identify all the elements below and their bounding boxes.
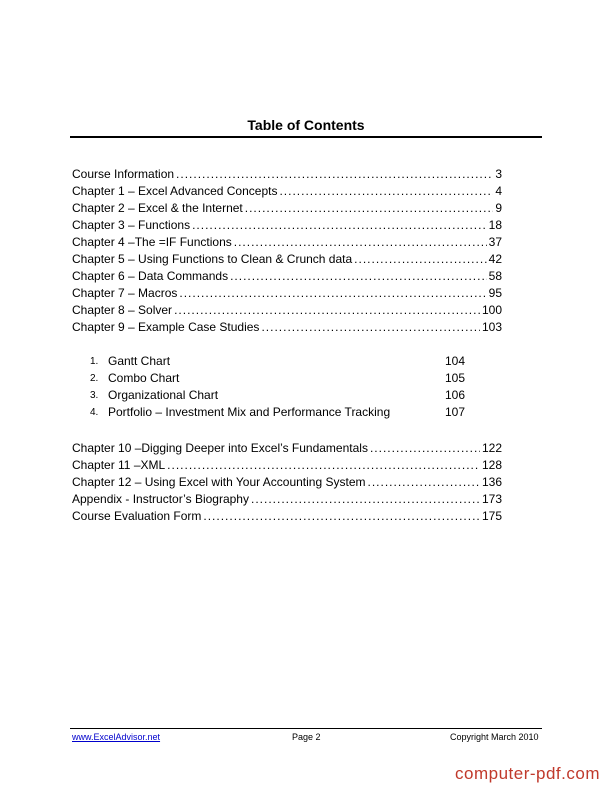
toc-entry-label: Appendix - Instructor’s Biography bbox=[72, 492, 249, 506]
toc-entry-label: Chapter 11 –XML bbox=[72, 458, 166, 472]
toc-entry[interactable] bbox=[72, 302, 502, 319]
case-study-label: Organizational Chart bbox=[108, 388, 219, 402]
leader-dots bbox=[279, 183, 493, 200]
leader-dots bbox=[167, 457, 480, 474]
leader-dots bbox=[251, 491, 480, 508]
toc-entry-label: Chapter 9 – Example Case Studies bbox=[72, 320, 260, 334]
toc-entry-label: Chapter 8 – Solver bbox=[72, 303, 173, 317]
toc-entry[interactable] bbox=[72, 183, 502, 200]
item-number: 3. bbox=[90, 390, 99, 401]
case-study-label: Portfolio – Investment Mix and Performance Tracking bbox=[108, 405, 391, 419]
page-number: Page 2 bbox=[292, 732, 321, 742]
toc-entry[interactable] bbox=[72, 166, 502, 183]
toc-entry-page: 122 bbox=[481, 441, 502, 455]
case-study-page: 104 bbox=[445, 354, 466, 368]
toc-entry-page: 3 bbox=[495, 167, 502, 181]
toc-entry-label: Chapter 3 – Functions bbox=[72, 218, 191, 232]
page-title: Table of Contents bbox=[247, 117, 365, 133]
toc-entry-page: 175 bbox=[481, 509, 502, 523]
toc-entry-page: 18 bbox=[488, 218, 502, 232]
website-link[interactable]: www.ExcelAdvisor.net bbox=[72, 732, 161, 742]
leader-dots bbox=[179, 285, 486, 302]
footer-rule bbox=[70, 728, 542, 729]
leader-dots bbox=[174, 302, 480, 319]
case-study-page: 105 bbox=[445, 371, 466, 385]
toc-entry-label: Course Information bbox=[72, 167, 175, 181]
leader-dots bbox=[192, 217, 487, 234]
leader-dots bbox=[368, 474, 480, 491]
case-study-list bbox=[72, 353, 482, 421]
copyright-text: Copyright March 2010 bbox=[450, 732, 539, 742]
toc-entry-page: 100 bbox=[481, 303, 502, 317]
case-study-label: Gantt Chart bbox=[108, 354, 171, 368]
toc-entry-page: 58 bbox=[488, 269, 502, 283]
case-study-label: Combo Chart bbox=[108, 371, 180, 385]
leader-dots bbox=[203, 508, 480, 525]
toc-entry-label: Chapter 7 – Macros bbox=[72, 286, 178, 300]
case-study-item[interactable] bbox=[72, 370, 482, 387]
leader-dots bbox=[176, 166, 493, 183]
toc-end-list bbox=[72, 440, 502, 525]
toc-entry-page: 37 bbox=[488, 235, 502, 249]
toc-entry[interactable] bbox=[72, 440, 502, 457]
toc-entry-label: Chapter 1 – Excel Advanced Concepts bbox=[72, 184, 278, 198]
leader-dots bbox=[261, 319, 480, 336]
leader-dots bbox=[370, 440, 480, 457]
case-study-page: 107 bbox=[445, 405, 466, 419]
toc-entry[interactable] bbox=[72, 217, 502, 234]
toc-entry[interactable] bbox=[72, 200, 502, 217]
toc-entry-page: 4 bbox=[495, 184, 502, 198]
toc-entry[interactable] bbox=[72, 508, 502, 525]
leader-dots bbox=[245, 200, 494, 217]
toc-entry-label: Chapter 12 – Using Excel with Your Accounting System bbox=[72, 475, 366, 489]
watermark: computer-pdf.com bbox=[455, 764, 600, 783]
leader-dots bbox=[354, 251, 486, 268]
toc-entry-page: 95 bbox=[488, 286, 502, 300]
toc-entry-page: 136 bbox=[481, 475, 502, 489]
toc-entry-page: 42 bbox=[488, 252, 502, 266]
toc-entry-page: 103 bbox=[481, 320, 502, 334]
toc-entry[interactable] bbox=[72, 457, 502, 474]
toc-entry-label: Chapter 10 –Digging Deeper into Excel’s Fundamentals bbox=[72, 441, 368, 455]
toc-entry-page: 128 bbox=[481, 458, 502, 472]
item-number: 4. bbox=[90, 407, 99, 418]
toc-entry-page: 173 bbox=[481, 492, 502, 506]
title-rule bbox=[70, 136, 542, 138]
item-number: 2. bbox=[90, 373, 99, 384]
toc-entry[interactable] bbox=[72, 268, 502, 285]
toc-entry[interactable] bbox=[72, 474, 502, 491]
toc-entry-label: Chapter 4 –The =IF Functions bbox=[72, 235, 232, 249]
item-number: 1. bbox=[90, 356, 99, 367]
toc-entry[interactable] bbox=[72, 251, 502, 268]
toc-entry-label: Chapter 6 – Data Commands bbox=[72, 269, 229, 283]
leader-dots bbox=[234, 234, 487, 251]
toc-main-list bbox=[72, 166, 502, 336]
case-study-item[interactable] bbox=[72, 387, 482, 404]
toc-entry[interactable] bbox=[72, 319, 502, 336]
toc-entry[interactable] bbox=[72, 285, 502, 302]
case-study-item[interactable] bbox=[72, 404, 482, 421]
toc-entry-page: 9 bbox=[495, 201, 502, 215]
leader-dots bbox=[230, 268, 487, 285]
toc-entry-label: Chapter 2 – Excel & the Internet bbox=[72, 201, 243, 215]
case-study-item[interactable] bbox=[72, 353, 482, 370]
toc-entry[interactable] bbox=[72, 491, 502, 508]
toc-entry-label: Course Evaluation Form bbox=[72, 509, 202, 523]
case-study-page: 106 bbox=[445, 388, 466, 402]
toc-entry-label: Chapter 5 – Using Functions to Clean & Crunch data bbox=[72, 252, 353, 266]
toc-entry[interactable] bbox=[72, 234, 502, 251]
